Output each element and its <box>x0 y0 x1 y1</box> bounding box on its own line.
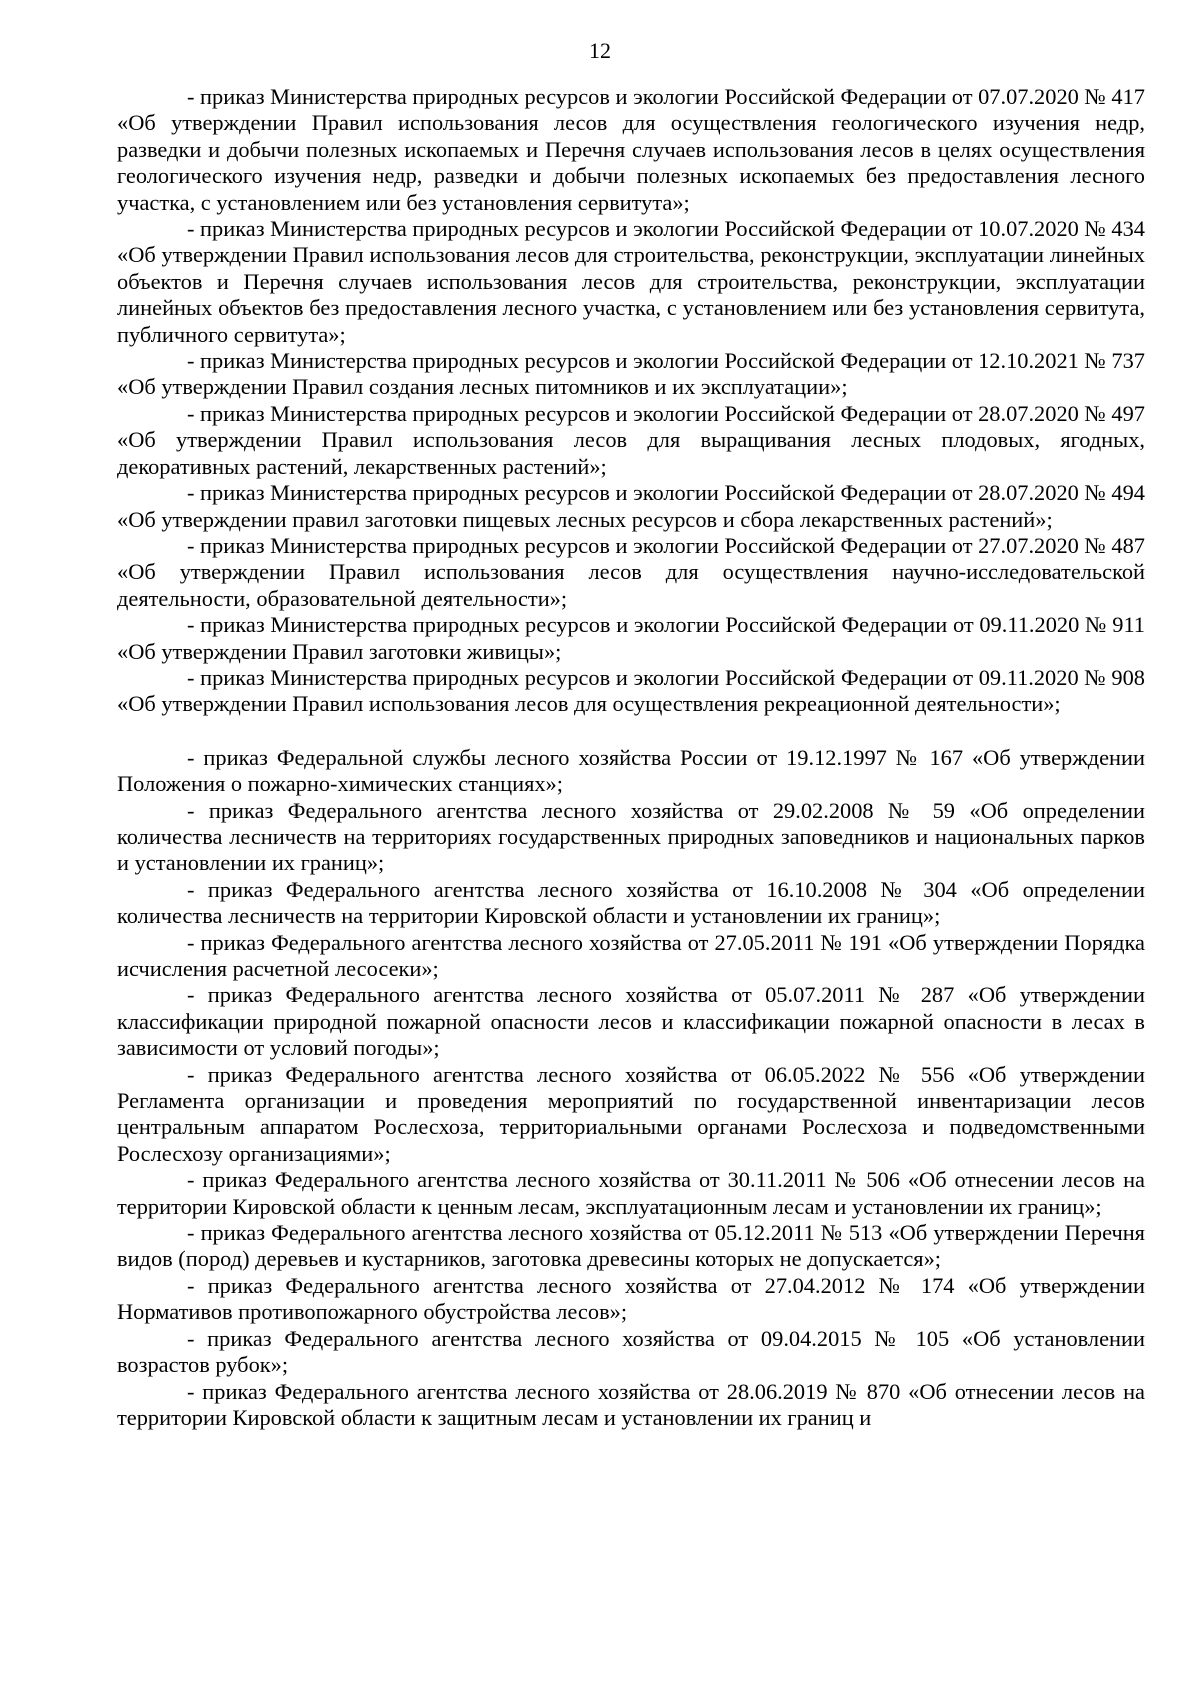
paragraph: - приказ Федерального агентства лесного хозяйства от 28.06.2019 № 870 «Об отнесении лесов на территории Кировской области к защитным лесам и установлении их границ и <box>117 1378 1145 1430</box>
paragraph: - приказ Федерального агентства лесного хозяйства от 30.11.2011 № 506 «Об отнесении лесов на территории Кировской области к ценным лесам, эксплуатационным лесам и установлении их границ»; <box>117 1167 1145 1219</box>
paragraph: - приказ Федеральной службы лесного хозяйства России от 19.12.1997 № 167 «Об утверждении Положения о пожарно-химических станциях»; <box>117 744 1145 797</box>
paragraph: - приказ Федерального агентства лесного хозяйства от 06.05.2022 № 556 «Об утверждении Регламента организации и проведения мероприятий по государственной инвентаризации лесов центральным аппаратом Рослесхоза, территориальными органами Рослесхоза и подведомственными Рослесхозу организациями»; <box>117 1061 1145 1166</box>
paragraph: - приказ Федерального агентства лесного хозяйства от 09.04.2015 № 105 «Об установлении возрастов рубок»; <box>117 1325 1145 1378</box>
paragraph: - приказ Министерства природных ресурсов и экологии Российской Федерации от 09.11.2020 № 908 «Об утверждении Правил использования лесов для осуществления рекреационной деятельности»; <box>117 664 1145 717</box>
paragraph: - приказ Министерства природных ресурсов и экологии Российской Федерации от 28.07.2020 № 494 «Об утверждении правил заготовки пищевых лесных ресурсов и сбора лекарственных растений»; <box>117 480 1145 532</box>
paragraph: - приказ Федерального агентства лесного хозяйства от 29.02.2008 № 59 «Об определении количества лесничеств на территориях государственных природных заповедников и национальных парков и установлении их границ»; <box>117 797 1145 876</box>
paragraph: - приказ Федерального агентства лесного хозяйства от 05.12.2011 № 513 «Об утверждении Перечня видов (пород) деревьев и кустарников, заготовка древесины которых не допускается»; <box>117 1220 1145 1272</box>
paragraph: - приказ Министерства природных ресурсов и экологии Российской Федерации от 10.07.2020 № 434 «Об утверждении Правил использования лесов для строительства, реконструкции, эксплуатации линейных объектов и Перечня случаев использования лесов для строительства, реконструкции, эксплуатации линейных объектов без предоставления лесного участка, с установлением или без установления сервитута, публичного сервитута»; <box>117 216 1145 347</box>
paragraph: - приказ Федерального агентства лесного хозяйства от 27.04.2012 № 174 «Об утверждении Нормативов противопожарного обустройства лесов»; <box>117 1272 1145 1325</box>
blank-line <box>117 718 1145 745</box>
paragraph: - приказ Федерального агентства лесного хозяйства от 27.05.2011 № 191 «Об утверждении Порядка исчисления расчетной лесосеки»; <box>117 929 1145 981</box>
paragraph: - приказ Министерства природных ресурсов и экологии Российской Федерации от 27.07.2020 № 487 «Об утверждении Правил использования лесов для осуществления научно-исследовательской деятельности, образовательной деятельности»; <box>117 532 1145 611</box>
paragraph: - приказ Министерства природных ресурсов и экологии Российской Федерации от 28.07.2020 № 497 «Об утверждении Правил использования лесов для выращивания лесных плодовых, ягодных, декоративных растений, лекарственных растений»; <box>117 400 1145 479</box>
page-number: 12 <box>589 38 611 63</box>
paragraph: - приказ Министерства природных ресурсов и экологии Российской Федерации от 09.11.2020 № 911 «Об утверждении Правил заготовки живицы»; <box>117 612 1145 664</box>
paragraph: - приказ Федерального агентства лесного хозяйства от 05.07.2011 № 287 «Об утверждении классификации природной пожарной опасности лесов и классификации пожарной опасности в лесах в зависимости от условий погоды»; <box>117 982 1145 1061</box>
paragraph: - приказ Министерства природных ресурсов и экологии Российской Федерации от 12.10.2021 № 737 «Об утверждении Правил создания лесных питомников и их эксплуатации»; <box>117 348 1145 400</box>
document-body <box>117 84 1145 1431</box>
paragraph: - приказ Министерства природных ресурсов и экологии Российской Федерации от 07.07.2020 № 417 «Об утверждении Правил использования лесов для осуществления геологического изучения недр, разведки и добычи полезных ископаемых и Перечня случаев использования лесов в целях осуществления геологического изучения недр, разведки и добычи полезных ископаемых без предоставления лесного участка, с установлением или без установления сервитута»; <box>117 84 1145 215</box>
paragraph: - приказ Федерального агентства лесного хозяйства от 16.10.2008 № 304 «Об определении количества лесничеств на территории Кировской области и установлении их границ»; <box>117 876 1145 929</box>
